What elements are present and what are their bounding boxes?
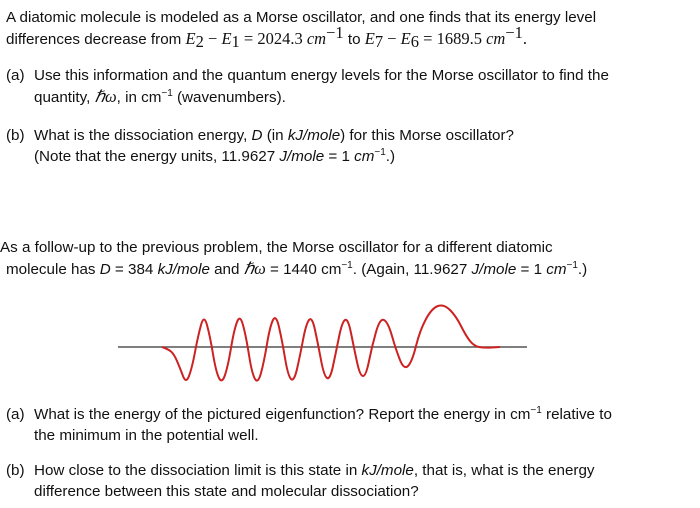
problem2-intro-line1: As a follow-up to the previous problem, the Morse oscillator for a different diatomic [0,239,553,256]
problem2-part-b-line1: (b) How close to the dissociation limit is this state in kJ/mole, that is, what is the energy [6,462,595,479]
problem1-part-b-line1: (b) What is the dissociation energy, D (in kJ/mole) for this Morse oscillator? [6,127,515,144]
problem1-part-a-line2: quantity, ℏω, in $cm^{-1}$ (wavenumbers). [34,87,286,106]
problem1-intro-line2: differences decrease from $E_2 - E_1 = 2024.3$ $cm^{-1}$ to $E_7 - E_6 = 1689.5$ $cm^{-1}$. [6,23,528,51]
eigenfunction-curve [162,306,500,381]
problem1-intro-line1: A diatomic molecule is modeled as a Morse oscillator, and one finds that its energy level [6,9,597,26]
problem2-intro-line2: molecule has D = 384 kJ/mole and ℏω = 1440 $cm^{-1}$. (Again, 11.9627 J/mole = 1 $cm^{-1}$.) [6,259,588,278]
problem2-part-b-line2: difference between this state and molecular dissociation? [34,483,419,500]
problem1-part-a-line1: (a) Use this information and the quantum energy levels for the Morse oscillator to find the [6,67,609,84]
problem2-part-a-line2: the minimum in the potential well. [34,427,259,444]
problem1-part-b-line2: (Note that the energy units, 11.9627 J/mole = 1 $cm^{-1}$.) [34,147,396,165]
problem2-part-a-line1: (a) What is the energy of the pictured eigenfunction? Report the energy in $cm^{-1}$ relative to [6,405,612,423]
